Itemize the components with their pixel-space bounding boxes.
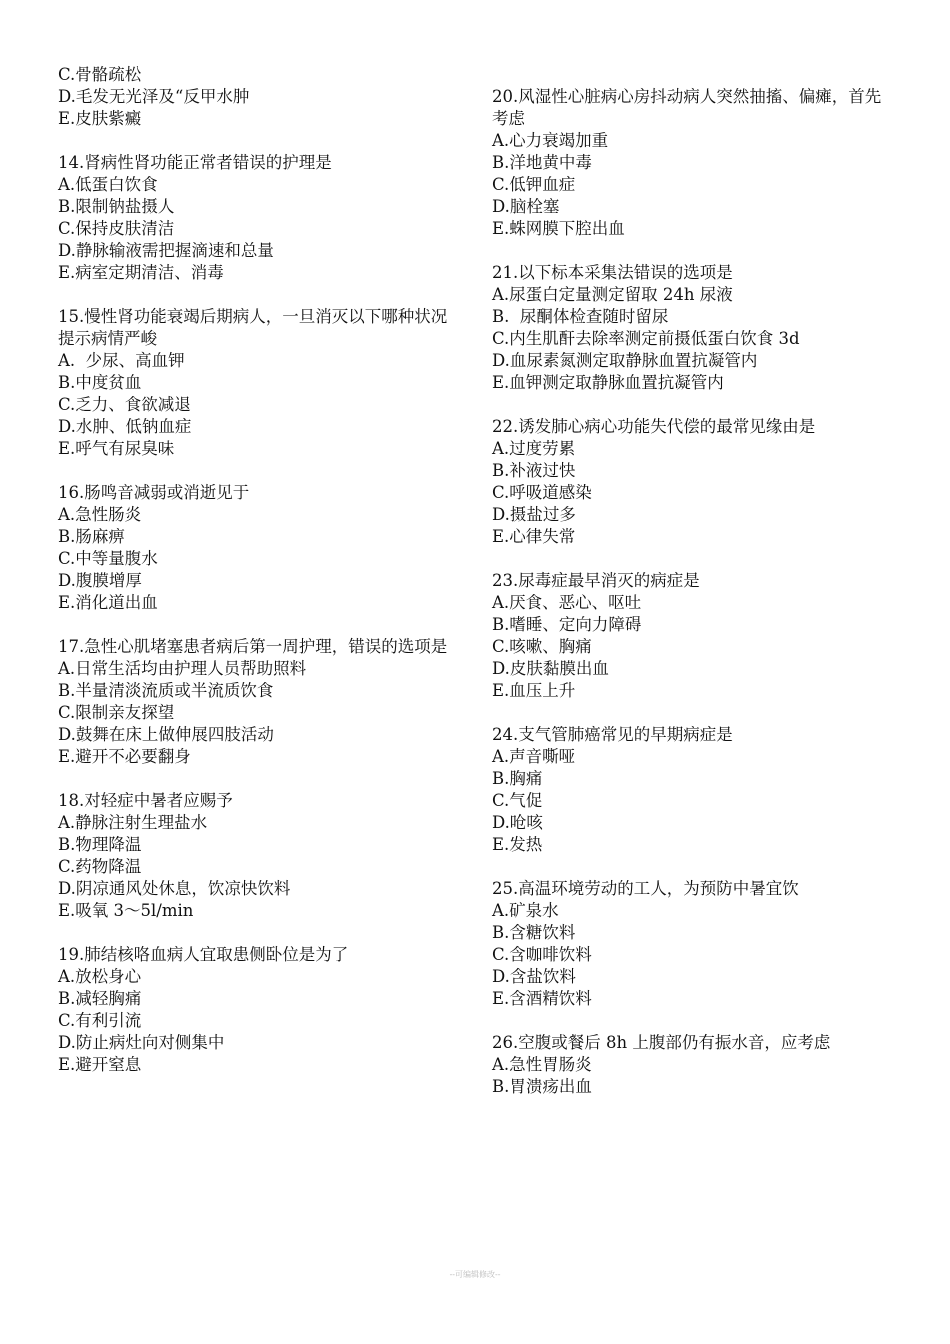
option-line: A.急性肠炎 (58, 505, 142, 524)
option-line: A.矿泉水 (492, 901, 559, 920)
option-line: A.声音嘶哑 (492, 747, 576, 766)
option-line: B.半量清淡流质或半流质饮食 (58, 681, 274, 700)
question-stem: 24.支气管肺癌常见的早期病症是 (492, 725, 733, 744)
question-22 (492, 416, 897, 548)
option-line: B.洋地黄中毒 (492, 153, 592, 172)
option-line: A.静脉注射生理盐水 (58, 813, 208, 832)
question-21 (492, 262, 897, 394)
option-line: D.阴凉通风处休息，饮凉快饮料 (58, 879, 291, 898)
option-line: B.胸痛 (492, 769, 543, 788)
question-stem: 18.对轻症中暑者应赐予 (58, 791, 233, 810)
question-stem: 25.高温环境劳动的工人，为预防中暑宜饮 (492, 879, 799, 898)
option-line: B.物理降温 (58, 835, 142, 854)
option-line: E.消化道出血 (58, 593, 158, 612)
question-20 (492, 86, 897, 240)
question-18 (58, 790, 463, 922)
option-line: E.呼气有尿臭味 (58, 439, 175, 458)
question-stem: 19.肺结核咯血病人宜取患侧卧位是为了 (58, 945, 349, 964)
option-line: D.鼓舞在床上做伸展四肢活动 (58, 725, 274, 744)
option-line: E.避开窒息 (58, 1055, 142, 1074)
option-line: C.气促 (492, 791, 543, 810)
option-line: D.腹膜增厚 (58, 571, 142, 590)
option-line: A.过度劳累 (492, 439, 576, 458)
option-line: B.补液过快 (492, 461, 576, 480)
question-19 (58, 944, 463, 1076)
option-line: B.限制钠盐摄人 (58, 197, 175, 216)
question-stem: 17.急性心肌堵塞患者病后第一周护理，错误的选项是 (58, 637, 448, 656)
option-line: D.脑栓塞 (492, 197, 560, 216)
option-line: E.皮肤紫癜 (58, 109, 142, 128)
option-line: A.放松身心 (58, 967, 142, 986)
option-line: E.血压上升 (492, 681, 576, 700)
option-line: A.日常生活均由护理人员帮助照料 (58, 659, 307, 678)
option-line: A.尿蛋白定量测定留取 24h 尿液 (492, 285, 733, 304)
option-line: C.限制亲友探望 (58, 703, 175, 722)
option-line: E.病室定期清洁、消毒 (58, 263, 224, 282)
question-stem: 20.风湿性心脏病心房抖动病人突然抽搐、偏瘫，首先考虑 (492, 87, 882, 128)
question-16 (58, 482, 463, 614)
right-column (492, 86, 897, 1098)
question-stem: 23.尿毒症最早消灭的病症是 (492, 571, 700, 590)
question-stem: 22.诱发肺心病心功能失代偿的最常见缘由是 (492, 417, 816, 436)
option-line: A.低蛋白饮食 (58, 175, 158, 194)
option-line: E.发热 (492, 835, 543, 854)
option-line: B.中度贫血 (58, 373, 142, 392)
option-line: D.毛发无光泽及“反甲水肿 (58, 87, 250, 106)
left-column (58, 64, 463, 1076)
option-line: D.含盐饮料 (492, 967, 576, 986)
option-line: C.呼吸道感染 (492, 483, 592, 502)
option-line: E.血钾测定取静脉血置抗凝管内 (492, 373, 724, 392)
option-line: C.药物降温 (58, 857, 142, 876)
option-line: A.心力衰竭加重 (492, 131, 609, 150)
option-line: D.静脉输液需把握滴速和总量 (58, 241, 274, 260)
question-stem: 16.肠鸣音减弱或消逝见于 (58, 483, 250, 502)
question-stem: 26.空腹或餐后 8h 上腹部仍有振水音，应考虑 (492, 1033, 831, 1052)
option-line: D.血尿素氮测定取静脉血置抗凝管内 (492, 351, 758, 370)
option-line: C.低钾血症 (492, 175, 576, 194)
option-line: D.呛咳 (492, 813, 543, 832)
option-line: A. 少尿、高血钾 (58, 351, 185, 370)
option-line: A.急性胃肠炎 (492, 1055, 592, 1074)
option-line: E.吸氧 3～5l/min (58, 901, 194, 920)
option-line: B. 尿酮体检查随时留尿 (492, 307, 669, 326)
option-line: D.水肿、低钠血症 (58, 417, 192, 436)
question-17 (58, 636, 463, 768)
page-footer: --可编辑修改-- (449, 1270, 501, 1279)
option-line: C.保持皮肤清洁 (58, 219, 175, 238)
option-line: E.蛛网膜下腔出血 (492, 219, 625, 238)
option-line: C.乏力、食欲减退 (58, 395, 191, 414)
option-line: B.胃溃疡出血 (492, 1077, 592, 1096)
option-line: E.避开不必要翻身 (58, 747, 191, 766)
option-line: B.减轻胸痛 (58, 989, 142, 1008)
question-15 (58, 306, 463, 460)
option-line: B.含糖饮料 (492, 923, 576, 942)
option-line: B.嗜睡、定向力障碍 (492, 615, 642, 634)
option-line: C.咳嗽、胸痛 (492, 637, 592, 656)
option-line: C.中等量腹水 (58, 549, 158, 568)
option-line: E.含酒精饮料 (492, 989, 592, 1008)
option-line: D.摄盐过多 (492, 505, 576, 524)
option-line: B.肠麻痹 (58, 527, 125, 546)
option-line: C.有利引流 (58, 1011, 142, 1030)
question-24 (492, 724, 897, 856)
option-line: E.心律失常 (492, 527, 576, 546)
option-line: D.皮肤黏膜出血 (492, 659, 609, 678)
option-line: C.骨骼疏松 (58, 65, 142, 84)
question-stem: 14.肾病性肾功能正常者错误的护理是 (58, 153, 332, 172)
question-23 (492, 570, 897, 702)
question-stem: 21.以下标本采集法错误的选项是 (492, 263, 733, 282)
question-14 (58, 152, 463, 284)
option-line: A.厌食、恶心、呕吐 (492, 593, 642, 612)
question-stem: 15.慢性肾功能衰竭后期病人，一旦消灭以下哪种状况提示病情严峻 (58, 307, 448, 348)
question-25 (492, 878, 897, 1010)
option-line: C.内生肌酐去除率测定前摄低蛋白饮食 3d (492, 329, 800, 348)
option-line: C.含咖啡饮料 (492, 945, 592, 964)
option-line: D.防止病灶向对侧集中 (58, 1033, 225, 1052)
question-26 (492, 1032, 897, 1098)
